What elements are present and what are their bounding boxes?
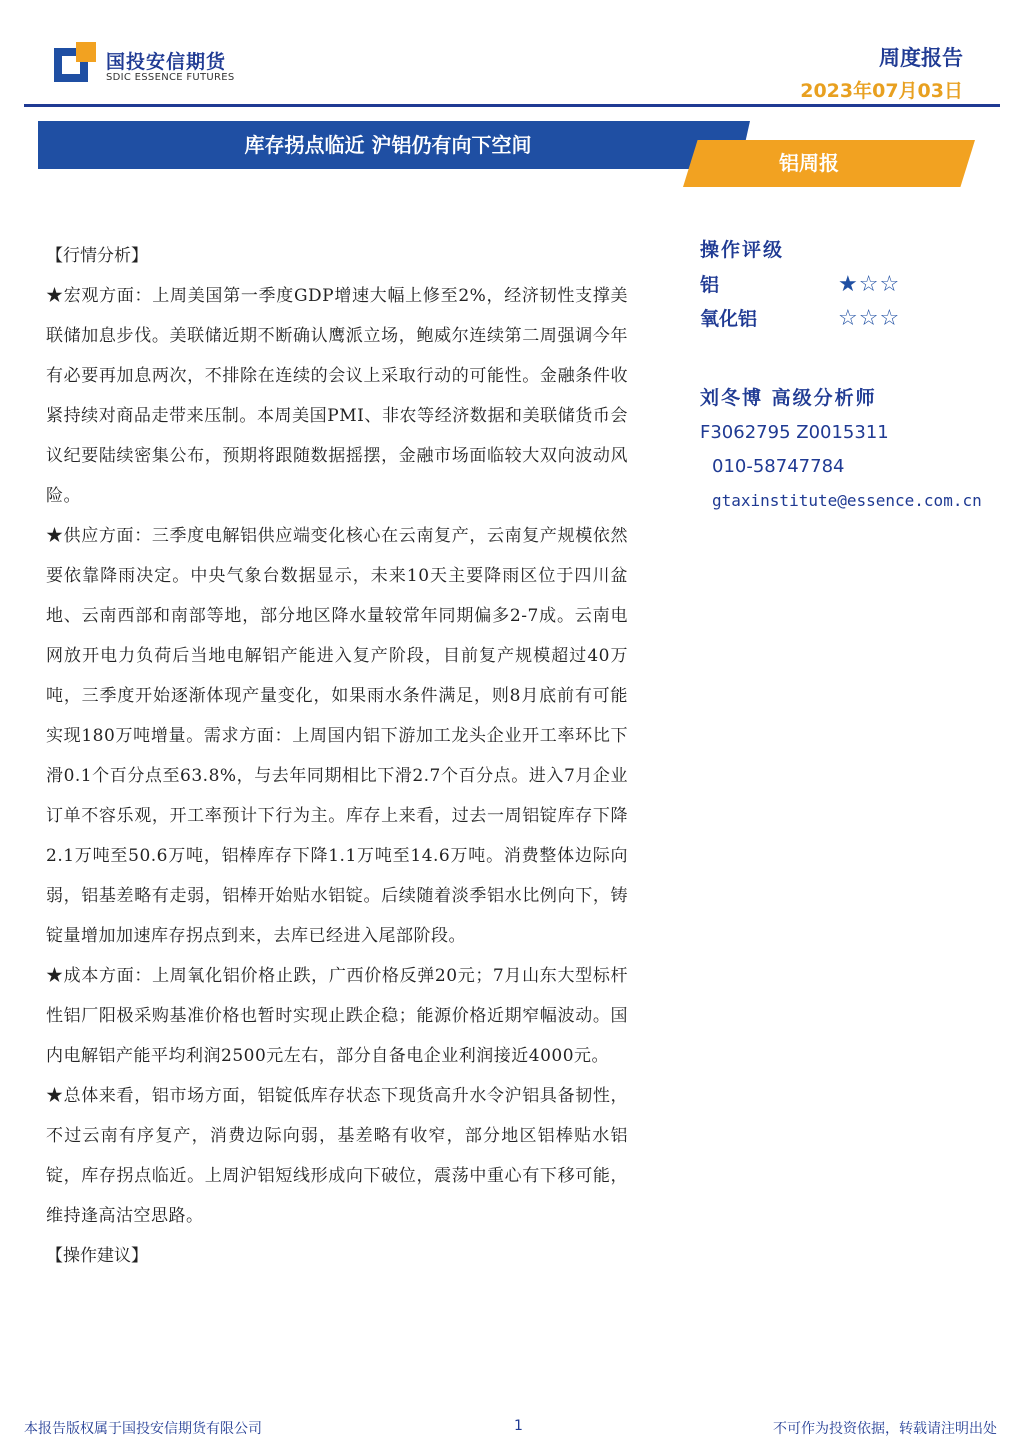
company-logo-icon — [54, 42, 100, 84]
rating-title: 操作评级 — [700, 239, 785, 261]
sidebar — [700, 232, 1020, 518]
star-rating-icon: ☆☆☆ — [838, 306, 901, 331]
rating-row-aluminum — [700, 268, 1020, 302]
rating-name: 铝 — [700, 274, 720, 296]
report-category: 铝周报 — [779, 151, 839, 175]
rating-row-alumina — [700, 302, 1020, 336]
company-name-cn: 国投安信期货 — [106, 51, 227, 73]
footer-copyright: 本报告版权属于国投安信期货有限公司 — [24, 1421, 262, 1437]
paragraph-summary: ★总体来看，铝市场方面，铝锭低库存状态下现货高升水令沪铝具备韧性，不过云南有序复产，消费边际向弱，基差略有收窄，部分地区铝棒贴水铝锭，库存拐点临近。上周沪铝短线形成向下破位，震荡中重心有下移可能，维持逢高沽空思路。 — [46, 1086, 628, 1226]
paragraph-macro: ★宏观方面：上周美国第一季度GDP增速大幅上修至2%，经济韧性支撑美联储加息步伐。美联储近期不断确认鹰派立场，鲍威尔连续第二周强调今年有必要再加息两次，不排除在连续的会议上采取行动的可能性。金融条件收紧持续对商品走带来压制。本周美国PMI、非农等经济数据和美联储货币会议纪要陆续密集公布，预期将跟随数据摇摆，金融市场面临较大双向波动风险。 — [46, 286, 628, 506]
report-date: 2023年07月03日 — [800, 80, 963, 102]
report-title: 库存拐点临近 沪铝仍有向下空间 — [244, 133, 532, 157]
page-footer — [0, 1418, 1025, 1438]
company-name-en: SDIC ESSENCE FUTURES — [106, 72, 235, 83]
paragraph-cost: ★成本方面：上周氧化铝价格止跌，广西价格反弹20元；7月山东大型标杆性铝厂阳极采购基准价格也暂时实现止跌企稳；能源价格近期窄幅波动。国内电解铝产能平均利润2500元左右，部分自备电企业利润接近4000元。 — [46, 966, 628, 1066]
analyst-phone: 010-58747784 — [712, 456, 845, 477]
star-rating-icon: ★☆☆ — [838, 272, 901, 297]
analyst-email[interactable]: gtaxinstitute@essence.com.cn — [712, 491, 982, 510]
footer-disclaimer: 不可作为投资依据，转载请注明出处 — [773, 1421, 997, 1437]
rating-name: 氧化铝 — [700, 308, 758, 330]
section-heading-market-analysis: 【行情分析】 — [46, 246, 148, 266]
main-content — [46, 236, 628, 1276]
header-divider — [24, 104, 1000, 107]
analyst-name: 刘冬博 高级分析师 — [700, 387, 877, 409]
section-heading-advice: 【操作建议】 — [46, 1246, 148, 1266]
page-number: 1 — [514, 1418, 523, 1434]
analyst-certificates: F3062795 Z0015311 — [700, 422, 889, 443]
paragraph-supply-demand: ★供应方面：三季度电解铝供应端变化核心在云南复产，云南复产规模依然要依靠降雨决定。中央气象台数据显示，未来10天主要降雨区位于四川盆地、云南西部和南部等地，部分地区降水量较常年同期偏多2-7成。云南电网放开电力负荷后当地电解铝产能进入复产阶段，目前复产规模超过40万吨，三季度开始逐渐体现产量变化，如果雨水条件满足，则8月底前有可能实现180万吨增量。需求方面：上周国内铝下游加工龙头企业开工率环比下滑0.1个百分点至63.8%，与去年同期相比下滑2.7个百分点。进入7月企业订单不容乐观，开工率预计下行为主。库存上来看，过去一周铝锭库存下降2.1万吨至50.6万吨，铝棒库存下降1.1万吨至14.6万吨。消费整体边际向弱，铝基差略有走弱，铝棒开始贴水铝锭。后续随着淡季铝水比例向下，铸锭量增加加速库存拐点到来，去库已经进入尾部阶段。 — [46, 526, 628, 946]
report-type: 周度报告 — [879, 46, 963, 70]
